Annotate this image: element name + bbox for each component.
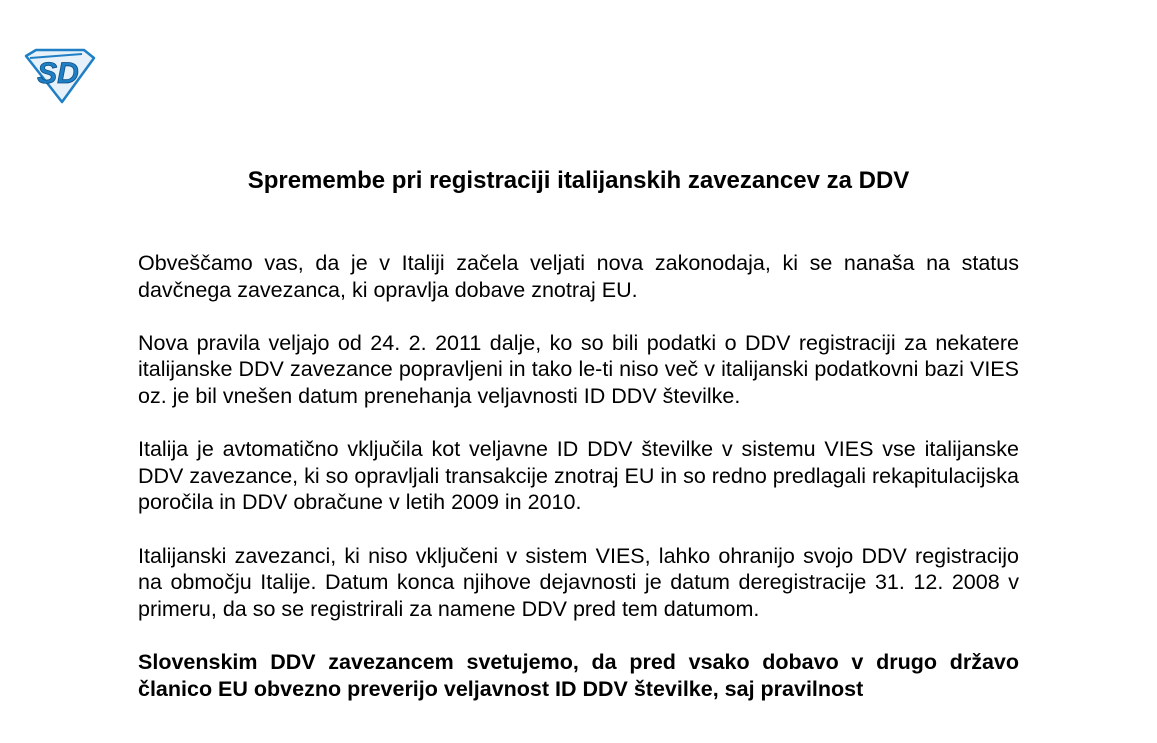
paragraph-advice: Slovenskim DDV zavezancem svetujemo, da pred vsako dobavo v drugo državo članico EU obvezno preverijo veljavnost ID DDV številke, saj pravilnost [138,649,1019,701]
company-logo [22,48,96,104]
paragraph-new-rules: Nova pravila veljajo od 24. 2. 2011 dalje, ko so bili podatki o DDV registraciji za nekatere italijanske DDV zavezance popravljeni in tako le-ti niso več v italijanski podatkovni bazi VIES oz. je bil vnešen datum prenehanja veljavnosti ID DDV številke. [138,330,1019,408]
document-body [138,250,1019,729]
document-title: Spremembe pri registraciji italijanskih zavezancev za DDV [247,167,910,194]
paragraph-intro: Obveščamo vas, da je v Italiji začela veljati nova zakonodaja, ki se nanaša na status davčnega zavezanca, ki opravlja dobave znotraj EU. [138,251,1019,302]
sd-shield-logo-icon [22,48,96,104]
paragraph-excluded-taxpayers: Italijanski zavezanci, ki niso vključeni v sistem VIES, lahko ohranijo svojo DDV registracijo na območju Italije. Datum konca njihove dejavnosti je datum deregistracije 31. 12. 2008 v primeru, da so se registrirali za namene DDV pred tem datumom. [138,543,1019,621]
logo-text: SD [37,57,79,90]
paragraph-automatic-inclusion: Italija je avtomatično vključila kot veljavne ID DDV številke v sistemu VIES vse italijanske DDV zavezance, ki so opravljali transakcije znotraj EU in so redno predlagali rekapitulacijska poročila in DDV obračune v letih 2009 in 2010. [138,437,1019,515]
